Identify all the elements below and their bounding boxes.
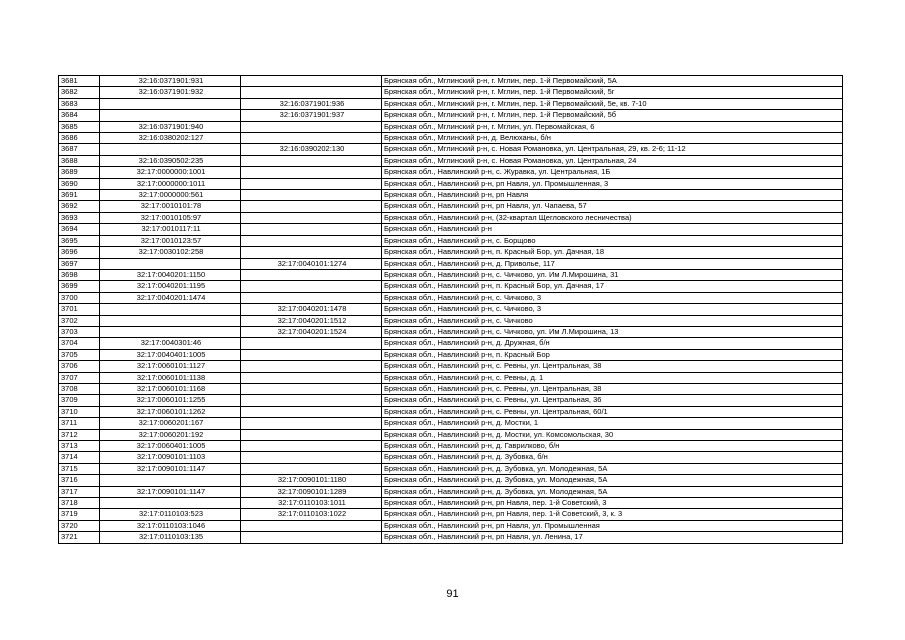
- address-cell: Брянская обл., Навлинский р-н, с. Ревны, ул. Центральная, 38: [382, 383, 843, 394]
- address-cell: Брянская обл., Навлинский р-н, п. Красный Бор: [382, 349, 843, 360]
- address-cell: Брянская обл., Мглинский р-н, д. Велюханы, б/н: [382, 133, 843, 144]
- cadastral-number-2-cell: [241, 349, 382, 360]
- table-row: [59, 361, 843, 372]
- cadastral-number-2-cell: [241, 201, 382, 212]
- cadastral-number-cell: 32:17:0060101:1138: [100, 372, 241, 383]
- table-row: [59, 509, 843, 520]
- address-cell: Брянская обл., Мглинский р-н, с. Новая Романовка, ул. Центральная, 29, кв. 2-6; 11-12: [382, 144, 843, 155]
- cadastral-number-2-cell: [241, 441, 382, 452]
- table-row: [59, 155, 843, 166]
- row-number-cell: 3683: [59, 98, 100, 109]
- cadastral-number-cell: 32:17:0000000:561: [100, 190, 241, 201]
- cadastral-number-2-cell: 32:17:0110103:1011: [241, 498, 382, 509]
- row-number-cell: 3709: [59, 395, 100, 406]
- address-cell: Брянская обл., Навлинский р-н, д. Зубовка, ул. Молодежная, 5А: [382, 486, 843, 497]
- cadastral-number-cell: 32:17:0090101:1147: [100, 463, 241, 474]
- table-row: [59, 258, 843, 269]
- table-row: [59, 167, 843, 178]
- table-row: [59, 383, 843, 394]
- address-cell: Брянская обл., Навлинский р-н, д. Мостки, 1: [382, 418, 843, 429]
- table-row: [59, 338, 843, 349]
- row-number-cell: 3701: [59, 304, 100, 315]
- table-row: [59, 304, 843, 315]
- table-row: [59, 372, 843, 383]
- table-row: [59, 292, 843, 303]
- table-row: [59, 452, 843, 463]
- cadastral-number-cell: 32:16:0371901:932: [100, 87, 241, 98]
- cadastral-number-2-cell: [241, 463, 382, 474]
- table-row: [59, 133, 843, 144]
- cadastral-number-cell: 32:17:0060101:1168: [100, 383, 241, 394]
- table-row: [59, 269, 843, 280]
- address-cell: Брянская обл., Навлинский р-н, с. Борщово: [382, 235, 843, 246]
- cadastral-number-cell: 32:16:0390502:235: [100, 155, 241, 166]
- cadastral-number-cell: 32:17:0000000:1001: [100, 167, 241, 178]
- address-cell: Брянская обл., Навлинский р-н, рп Навля, ул. Промышленная, 3: [382, 178, 843, 189]
- cadastral-number-cell: 32:17:0040401:1005: [100, 349, 241, 360]
- table-row: [59, 144, 843, 155]
- address-cell: Брянская обл., Навлинский р-н, рп Навля: [382, 190, 843, 201]
- cadastral-number-2-cell: [241, 269, 382, 280]
- table-row: [59, 395, 843, 406]
- address-cell: Брянская обл., Навлинский р-н, с. Чичково, 3: [382, 292, 843, 303]
- row-number-cell: 3697: [59, 258, 100, 269]
- cadastral-number-cell: 32:17:0040201:1150: [100, 269, 241, 280]
- cadastral-number-cell: 32:17:0010117:11: [100, 224, 241, 235]
- row-number-cell: 3718: [59, 498, 100, 509]
- cadastral-number-cell: 32:17:0000000:1011: [100, 178, 241, 189]
- table-row: [59, 235, 843, 246]
- cadastral-number-2-cell: 32:16:0390202:130: [241, 144, 382, 155]
- cadastral-number-cell: 32:17:0010101:78: [100, 201, 241, 212]
- cadastral-number-cell: [100, 475, 241, 486]
- address-cell: Брянская обл., Навлинский р-н, д. Приволье, 117: [382, 258, 843, 269]
- address-cell: Брянская обл., Навлинский р-н, д. Дружная, б/н: [382, 338, 843, 349]
- table-row: [59, 418, 843, 429]
- address-cell: Брянская обл., Мглинский р-н, г. Мглин, ул. Первомайская, 6: [382, 121, 843, 132]
- cadastral-number-2-cell: 32:17:0040201:1524: [241, 326, 382, 337]
- row-number-cell: 3703: [59, 326, 100, 337]
- cadastral-number-2-cell: [241, 406, 382, 417]
- cadastral-number-2-cell: [241, 418, 382, 429]
- registry-table-body: [59, 76, 843, 544]
- cadastral-number-2-cell: [241, 87, 382, 98]
- row-number-cell: 3692: [59, 201, 100, 212]
- row-number-cell: 3702: [59, 315, 100, 326]
- cadastral-number-2-cell: [241, 167, 382, 178]
- table-row: [59, 315, 843, 326]
- cadastral-number-cell: 32:17:0060101:1127: [100, 361, 241, 372]
- cadastral-number-cell: 32:17:0010123:57: [100, 235, 241, 246]
- cadastral-number-cell: 32:17:0110103:523: [100, 509, 241, 520]
- cadastral-number-cell: 32:17:0090101:1147: [100, 486, 241, 497]
- cadastral-number-2-cell: 32:17:0090101:1289: [241, 486, 382, 497]
- address-cell: Брянская обл., Навлинский р-н, д. Мостки, ул. Комсомольская, 30: [382, 429, 843, 440]
- cadastral-number-2-cell: 32:17:0090101:1180: [241, 475, 382, 486]
- cadastral-number-2-cell: 32:17:0040101:1274: [241, 258, 382, 269]
- row-number-cell: 3685: [59, 121, 100, 132]
- row-number-cell: 3696: [59, 247, 100, 258]
- cadastral-number-cell: [100, 110, 241, 121]
- cadastral-number-cell: 32:17:0010105:97: [100, 212, 241, 223]
- address-cell: Брянская обл., Навлинский р-н, д. Гаврилково, б/н: [382, 441, 843, 452]
- cadastral-number-2-cell: [241, 395, 382, 406]
- cadastral-number-2-cell: 32:17:0040201:1512: [241, 315, 382, 326]
- address-cell: Брянская обл., Навлинский р-н, рп Навля, ул. Промышленная: [382, 520, 843, 531]
- table-row: [59, 281, 843, 292]
- address-cell: Брянская обл., Навлинский р-н, с. Чичково, ул. Им Л.Мирошина, 31: [382, 269, 843, 280]
- cadastral-number-cell: [100, 326, 241, 337]
- table-row: [59, 178, 843, 189]
- cadastral-number-2-cell: [241, 190, 382, 201]
- row-number-cell: 3686: [59, 133, 100, 144]
- cadastral-number-cell: 32:17:0060401:1005: [100, 441, 241, 452]
- row-number-cell: 3707: [59, 372, 100, 383]
- row-number-cell: 3698: [59, 269, 100, 280]
- cadastral-number-cell: 32:17:0040201:1195: [100, 281, 241, 292]
- table-row: [59, 441, 843, 452]
- address-cell: Брянская обл., Навлинский р-н, рп Навля, пер. 1-й Советский, 3, к. 3: [382, 509, 843, 520]
- cadastral-number-2-cell: [241, 178, 382, 189]
- table-row: [59, 110, 843, 121]
- table-row: [59, 429, 843, 440]
- row-number-cell: 3720: [59, 520, 100, 531]
- row-number-cell: 3688: [59, 155, 100, 166]
- row-number-cell: 3713: [59, 441, 100, 452]
- table-row: [59, 224, 843, 235]
- cadastral-number-2-cell: [241, 532, 382, 543]
- row-number-cell: 3689: [59, 167, 100, 178]
- cadastral-number-2-cell: [241, 235, 382, 246]
- cadastral-number-cell: 32:17:0110103:135: [100, 532, 241, 543]
- cadastral-number-2-cell: [241, 338, 382, 349]
- cadastral-number-cell: [100, 98, 241, 109]
- row-number-cell: 3681: [59, 76, 100, 87]
- cadastral-number-cell: 32:17:0090101:1103: [100, 452, 241, 463]
- table-row: [59, 247, 843, 258]
- cadastral-number-2-cell: [241, 281, 382, 292]
- cadastral-number-cell: 32:16:0371901:931: [100, 76, 241, 87]
- registry-table: [58, 75, 843, 544]
- cadastral-number-cell: [100, 258, 241, 269]
- cadastral-number-cell: [100, 304, 241, 315]
- row-number-cell: 3711: [59, 418, 100, 429]
- row-number-cell: 3712: [59, 429, 100, 440]
- cadastral-number-2-cell: [241, 452, 382, 463]
- row-number-cell: 3704: [59, 338, 100, 349]
- table-row: [59, 87, 843, 98]
- cadastral-number-2-cell: 32:16:0371901:937: [241, 110, 382, 121]
- row-number-cell: 3715: [59, 463, 100, 474]
- table-row: [59, 475, 843, 486]
- cadastral-number-cell: 32:16:0380202:127: [100, 133, 241, 144]
- cadastral-number-cell: 32:17:0040201:1474: [100, 292, 241, 303]
- address-cell: Брянская обл., Навлинский р-н, с. Журавка, ул. Центральная, 1Б: [382, 167, 843, 178]
- row-number-cell: 3716: [59, 475, 100, 486]
- address-cell: Брянская обл., Навлинский р-н, (32-квартал Щегловского лесничества): [382, 212, 843, 223]
- row-number-cell: 3695: [59, 235, 100, 246]
- address-cell: Брянская обл., Навлинский р-н, с. Ревны, ул. Центральная, 60/1: [382, 406, 843, 417]
- row-number-cell: 3693: [59, 212, 100, 223]
- row-number-cell: 3682: [59, 87, 100, 98]
- cadastral-number-2-cell: [241, 372, 382, 383]
- row-number-cell: 3710: [59, 406, 100, 417]
- row-number-cell: 3719: [59, 509, 100, 520]
- cadastral-number-cell: 32:17:0030102:258: [100, 247, 241, 258]
- address-cell: Брянская обл., Навлинский р-н, д. Зубовка, б/н: [382, 452, 843, 463]
- row-number-cell: 3721: [59, 532, 100, 543]
- table-row: [59, 212, 843, 223]
- row-number-cell: 3691: [59, 190, 100, 201]
- address-cell: Брянская обл., Навлинский р-н, п. Красный Бор, ул. Дачная, 18: [382, 247, 843, 258]
- cadastral-number-2-cell: [241, 155, 382, 166]
- table-row: [59, 406, 843, 417]
- cadastral-number-cell: [100, 144, 241, 155]
- address-cell: Брянская обл., Навлинский р-н, рп Навля, ул. Ленина, 17: [382, 532, 843, 543]
- cadastral-number-2-cell: [241, 247, 382, 258]
- address-cell: Брянская обл., Мглинский р-н, г. Мглин, пер. 1-й Первомайский, 5б: [382, 110, 843, 121]
- table-row: [59, 98, 843, 109]
- cadastral-number-cell: 32:17:0060101:1262: [100, 406, 241, 417]
- cadastral-number-2-cell: [241, 224, 382, 235]
- page-number: 91: [446, 588, 459, 600]
- cadastral-number-cell: [100, 315, 241, 326]
- address-cell: Брянская обл., Мглинский р-н, г. Мглин, пер. 1-й Первомайский, 5А: [382, 76, 843, 87]
- cadastral-number-2-cell: [241, 383, 382, 394]
- row-number-cell: 3717: [59, 486, 100, 497]
- address-cell: Брянская обл., Навлинский р-н, рп Навля, ул. Чапаева, 57: [382, 201, 843, 212]
- row-number-cell: 3708: [59, 383, 100, 394]
- cadastral-number-2-cell: [241, 121, 382, 132]
- cadastral-number-2-cell: [241, 292, 382, 303]
- row-number-cell: 3705: [59, 349, 100, 360]
- table-row: [59, 121, 843, 132]
- table-row: [59, 463, 843, 474]
- address-cell: Брянская обл., Навлинский р-н, с. Чичково: [382, 315, 843, 326]
- row-number-cell: 3684: [59, 110, 100, 121]
- cadastral-number-cell: [100, 498, 241, 509]
- address-cell: Брянская обл., Навлинский р-н, с. Ревны, д. 1: [382, 372, 843, 383]
- row-number-cell: 3714: [59, 452, 100, 463]
- cadastral-number-2-cell: 32:17:0110103:1022: [241, 509, 382, 520]
- cadastral-number-cell: 32:17:0110103:1046: [100, 520, 241, 531]
- cadastral-number-cell: 32:17:0060201:192: [100, 429, 241, 440]
- cadastral-number-2-cell: [241, 212, 382, 223]
- cadastral-number-cell: 32:17:0060101:1255: [100, 395, 241, 406]
- cadastral-number-cell: 32:17:0040301:46: [100, 338, 241, 349]
- address-cell: Брянская обл., Навлинский р-н, с. Чичково, 3: [382, 304, 843, 315]
- row-number-cell: 3690: [59, 178, 100, 189]
- row-number-cell: 3687: [59, 144, 100, 155]
- cadastral-number-2-cell: [241, 76, 382, 87]
- table-row: [59, 201, 843, 212]
- cadastral-number-2-cell: [241, 429, 382, 440]
- cadastral-number-2-cell: [241, 361, 382, 372]
- row-number-cell: 3706: [59, 361, 100, 372]
- table-row: [59, 520, 843, 531]
- table-row: [59, 326, 843, 337]
- table-row: [59, 486, 843, 497]
- cadastral-number-cell: 32:17:0060201:167: [100, 418, 241, 429]
- table-row: [59, 349, 843, 360]
- address-cell: Брянская обл., Мглинский р-н, г. Мглин, пер. 1-й Первомайский, 5е, кв. 7-10: [382, 98, 843, 109]
- cadastral-number-2-cell: [241, 133, 382, 144]
- address-cell: Брянская обл., Мглинский р-н, с. Новая Романовка, ул. Центральная, 24: [382, 155, 843, 166]
- row-number-cell: 3700: [59, 292, 100, 303]
- address-cell: Брянская обл., Навлинский р-н, с. Ревны, ул. Центральная, 36: [382, 395, 843, 406]
- address-cell: Брянская обл., Навлинский р-н, рп Навля, пер. 1-й Советский, 3: [382, 498, 843, 509]
- address-cell: Брянская обл., Навлинский р-н, д. Зубовка, ул. Молодежная, 5А: [382, 463, 843, 474]
- cadastral-number-2-cell: [241, 520, 382, 531]
- cadastral-number-cell: 32:16:0371901:940: [100, 121, 241, 132]
- address-cell: Брянская обл., Мглинский р-н, г. Мглин, пер. 1-й Первомайский, 5г: [382, 87, 843, 98]
- table-row: [59, 532, 843, 543]
- table-row: [59, 498, 843, 509]
- table-row: [59, 76, 843, 87]
- row-number-cell: 3694: [59, 224, 100, 235]
- cadastral-number-2-cell: 32:16:0371901:936: [241, 98, 382, 109]
- address-cell: Брянская обл., Навлинский р-н, д. Зубовка, ул. Молодежная, 5А: [382, 475, 843, 486]
- table-row: [59, 190, 843, 201]
- cadastral-number-2-cell: 32:17:0040201:1478: [241, 304, 382, 315]
- address-cell: Брянская обл., Навлинский р-н: [382, 224, 843, 235]
- address-cell: Брянская обл., Навлинский р-н, п. Красный Бор, ул. Дачная, 17: [382, 281, 843, 292]
- address-cell: Брянская обл., Навлинский р-н, с. Ревны, ул. Центральная, 38: [382, 361, 843, 372]
- row-number-cell: 3699: [59, 281, 100, 292]
- address-cell: Брянская обл., Навлинский р-н, с. Чичково, ул. Им Л.Мирошина, 13: [382, 326, 843, 337]
